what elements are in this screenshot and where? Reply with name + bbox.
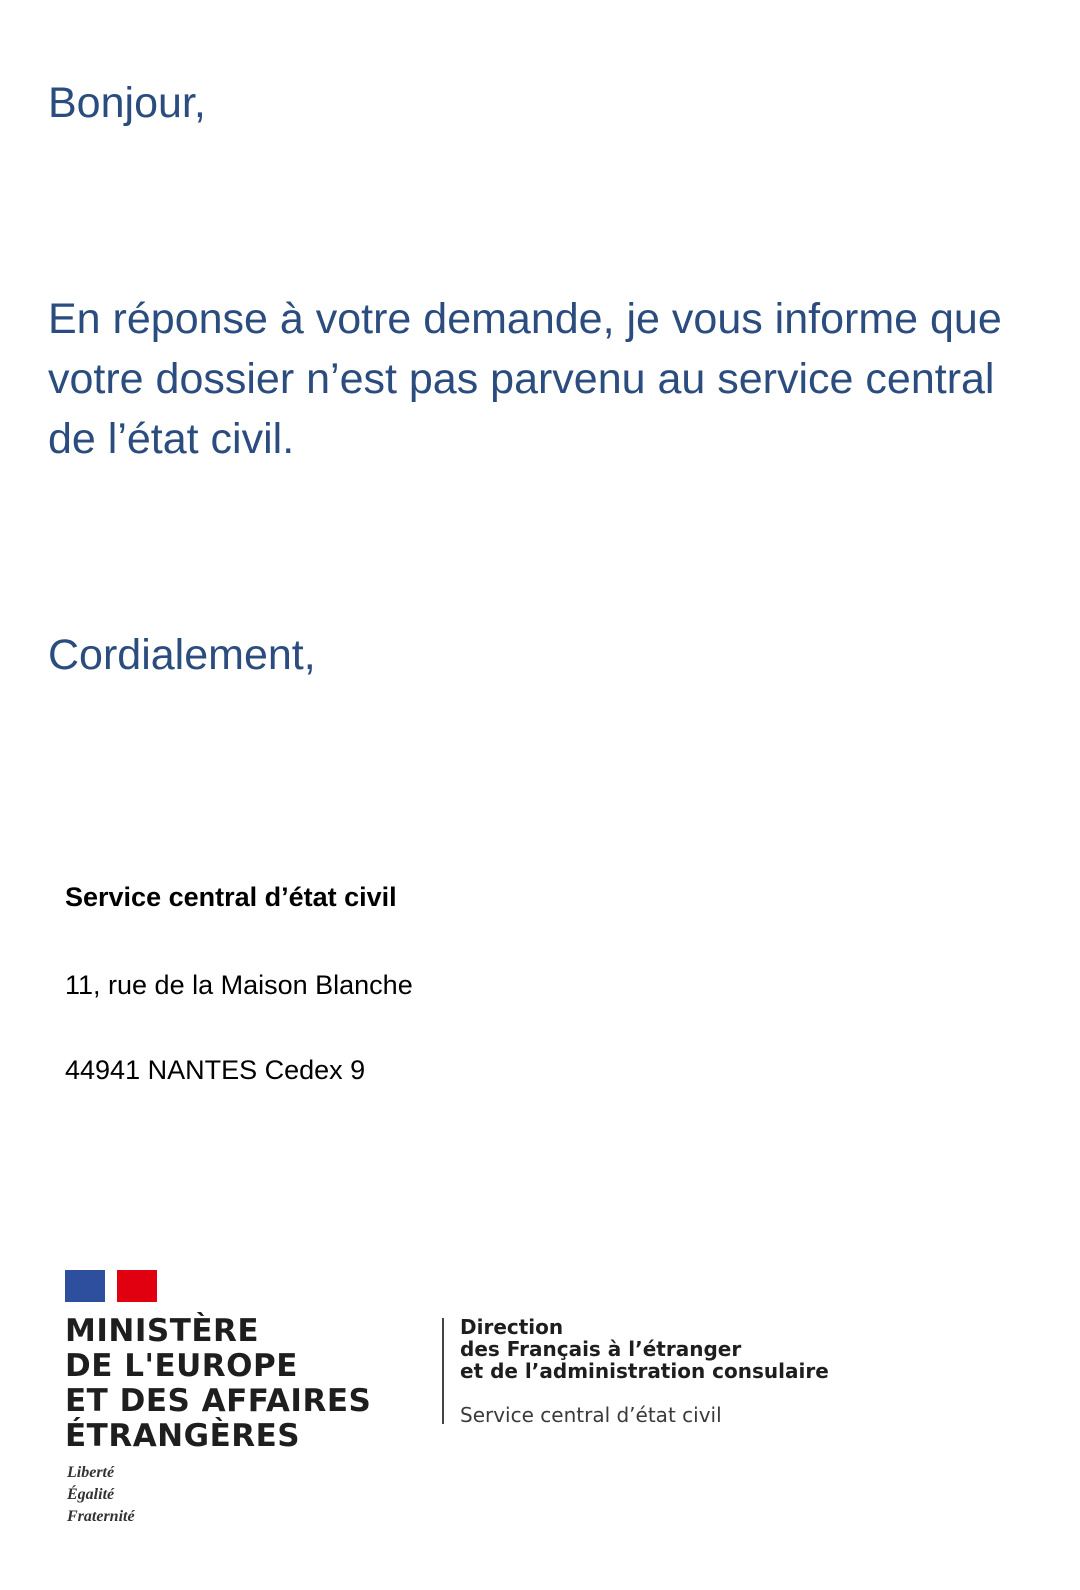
motto-line: Liberté	[67, 1464, 115, 1481]
direction-line: Direction	[460, 1315, 564, 1339]
signature-name: Service central d’état civil	[65, 882, 397, 912]
logo-divider	[442, 1318, 444, 1424]
ministry-name-line: DE L'EUROPE	[65, 1348, 298, 1384]
republic-motto	[67, 1462, 135, 1528]
ministry-name	[65, 1314, 371, 1454]
signature-street: 11, rue de la Maison Blanche	[65, 970, 413, 1000]
motto-line: Fraternité	[67, 1508, 135, 1525]
message-body: En réponse à votre demande, je vous informe que votre dossier n’est pas parvenu au service central de l’état civil.	[48, 295, 1002, 463]
direction-line: des Français à l’étranger	[460, 1337, 742, 1361]
greeting-text: Bonjour,	[48, 79, 206, 127]
ministry-name-line: ÉTRANGÈRES	[65, 1418, 301, 1454]
direction-line: et de l’administration consulaire	[460, 1359, 829, 1383]
signature-city: 44941 NANTES Cedex 9	[65, 1055, 366, 1085]
ministry-name-line: MINISTÈRE	[65, 1313, 260, 1349]
french-flag-icon	[65, 1270, 157, 1302]
ministry-name-line: ET DES AFFAIRES	[65, 1383, 372, 1419]
ministry-logo	[65, 1270, 425, 1540]
direction-name	[460, 1316, 829, 1382]
motto-line: Égalité	[67, 1486, 115, 1503]
service-name-logo: Service central d’état civil	[460, 1403, 722, 1427]
closing-text: Cordialement,	[48, 631, 316, 679]
